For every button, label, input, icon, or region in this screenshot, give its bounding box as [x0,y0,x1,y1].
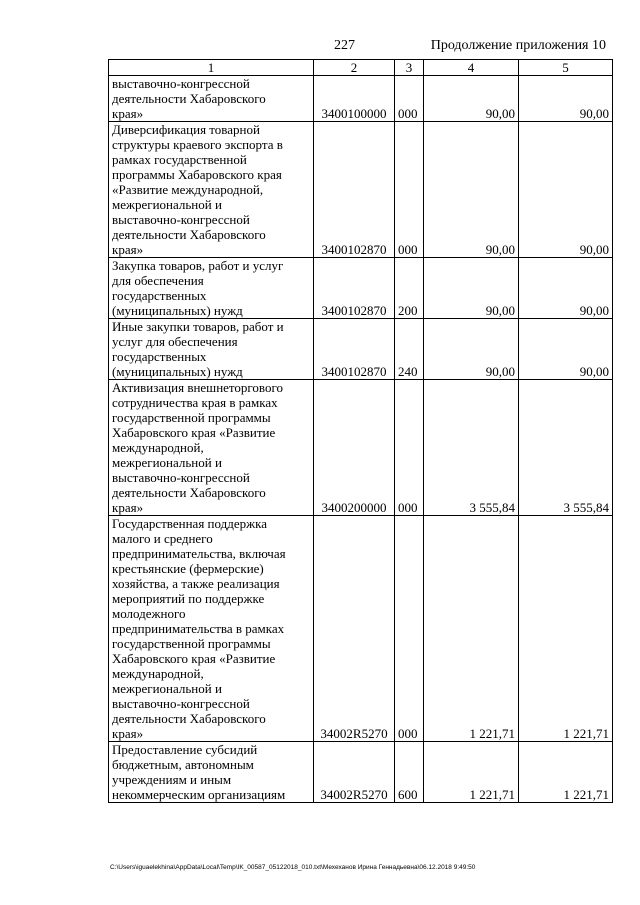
row-sum-1-cell: 1 221,71 [424,516,519,742]
row-name-cell [109,258,314,319]
row-sum-1-cell: 90,00 [424,122,519,258]
row-name-line: края» [112,242,144,257]
column-header-sum-2: 5 [519,60,613,76]
row-expense-type-cell: 600 [395,742,424,803]
row-name-line: бюджетным, автономным [112,757,254,772]
row-expense-type-cell: 000 [395,76,424,122]
row-expense-type-cell: 000 [395,516,424,742]
row-sum-2-cell: 1 221,71 [519,516,613,742]
row-sum-2-cell: 3 555,84 [519,380,613,516]
row-name-cell [109,380,314,516]
row-target-code-cell: 3400100000 [314,76,395,122]
row-sum-2-cell: 1 221,71 [519,742,613,803]
row-name-line: межрегиональной и [112,455,222,470]
row-name-line: рамках государственной [112,152,247,167]
row-sum-1-cell: 3 555,84 [424,380,519,516]
row-name-line: молодежного [112,606,186,621]
row-name-cell [109,122,314,258]
row-name-line: деятельности Хабаровского [112,485,266,500]
row-name-line: выставочно-конгрессной [112,76,250,91]
row-name-line: (муниципальных) нужд [112,303,243,318]
row-name-line: выставочно-конгрессной [112,696,250,711]
row-name-line: деятельности Хабаровского [112,91,266,106]
row-target-code-cell: 3400200000 [314,380,395,516]
table-row [109,742,613,803]
row-name-cell [109,319,314,380]
row-name-line: программы Хабаровского края [112,167,282,182]
table-row [109,122,613,258]
row-name-line: (муниципальных) нужд [112,364,243,379]
row-name-line: для обеспечения [112,273,204,288]
row-sum-1-cell: 90,00 [424,258,519,319]
row-name-line: учреждениям и иным [112,772,232,787]
row-expense-type-cell: 000 [395,122,424,258]
column-header-name: 1 [109,60,314,76]
row-expense-type-cell: 000 [395,380,424,516]
row-name-line: выставочно-конгрессной [112,470,250,485]
column-header-expense-type: 3 [395,60,424,76]
table-row [109,380,613,516]
column-header-code: 2 [314,60,395,76]
row-name-line: государственной программы [112,636,271,651]
row-name-line: структуры краевого экспорта в [112,137,283,152]
row-name-line: «Развитие международной, [112,182,264,197]
row-target-code-cell: 3400102870 [314,258,395,319]
row-name-line: некоммерческим организациям [112,787,286,802]
row-name-cell [109,742,314,803]
page-number: 227 [334,38,355,53]
row-sum-1-cell: 90,00 [424,76,519,122]
row-name-line: деятельности Хабаровского [112,711,266,726]
table-header-row [109,60,613,76]
row-name-line: предпринимательства, включая [112,546,286,561]
row-sum-1-cell: 90,00 [424,319,519,380]
row-name-line: государственной программы [112,410,271,425]
row-name-line: предпринимательства в рамках [112,621,285,636]
row-name-line: хозяйства, а также реализация [112,576,280,591]
row-sum-2-cell: 90,00 [519,258,613,319]
column-header-sum-1: 4 [424,60,519,76]
row-name-line: края» [112,500,144,515]
row-target-code-cell: 34002R5270 [314,516,395,742]
row-name-cell [109,516,314,742]
row-name-cell [109,76,314,122]
file-path-footer: C:\Users\iguaelekhina\AppData\Local\Temp\IK_00587_05122018_010.txt\Мехеханов Ирина Геннадьевна\06.12.2018 9:49:50 [110,864,476,871]
row-name-line: межрегиональной и [112,197,222,212]
row-name-line: мероприятий по поддержке [112,591,265,606]
row-expense-type-cell: 240 [395,319,424,380]
row-name-line: государственных [112,288,207,303]
row-name-line: государственных [112,349,207,364]
row-sum-2-cell: 90,00 [519,122,613,258]
row-name-line: Государственная поддержка [112,516,268,531]
row-name-line: услуг для обеспечения [112,334,238,349]
row-name-line: Закупка товаров, работ и услуг [112,258,284,273]
row-name-line: межрегиональной и [112,681,222,696]
row-name-line: международной, [112,440,204,455]
table-row [109,319,613,380]
row-name-line: международной, [112,666,204,681]
row-name-line: Диверсификация товарной [112,122,260,137]
row-target-code-cell: 3400102870 [314,319,395,380]
row-sum-1-cell: 1 221,71 [424,742,519,803]
table-row [109,516,613,742]
budget-table [108,59,613,803]
row-name-line: края» [112,726,144,741]
row-name-line: выставочно-конгрессной [112,212,250,227]
row-expense-type-cell: 200 [395,258,424,319]
row-name-line: Активизация внешнеторгового [112,380,283,395]
row-name-line: Хабаровского края «Развитие [112,651,276,666]
row-sum-2-cell: 90,00 [519,319,613,380]
table-row [109,258,613,319]
row-sum-2-cell: 90,00 [519,76,613,122]
row-name-line: крестьянские (фермерские) [112,561,264,576]
row-name-line: деятельности Хабаровского [112,227,266,242]
row-target-code-cell: 3400102870 [314,122,395,258]
appendix-continuation-label: Продолжение приложения 10 [430,38,606,53]
row-name-line: малого и среднего [112,531,213,546]
row-name-line: сотрудничества края в рамках [112,395,278,410]
row-name-line: края» [112,106,144,121]
table-row [109,76,613,122]
row-name-line: Иные закупки товаров, работ и [112,319,284,334]
row-name-line: Хабаровского края «Развитие [112,425,276,440]
row-name-line: Предоставление субсидий [112,742,258,757]
row-target-code-cell: 34002R5270 [314,742,395,803]
